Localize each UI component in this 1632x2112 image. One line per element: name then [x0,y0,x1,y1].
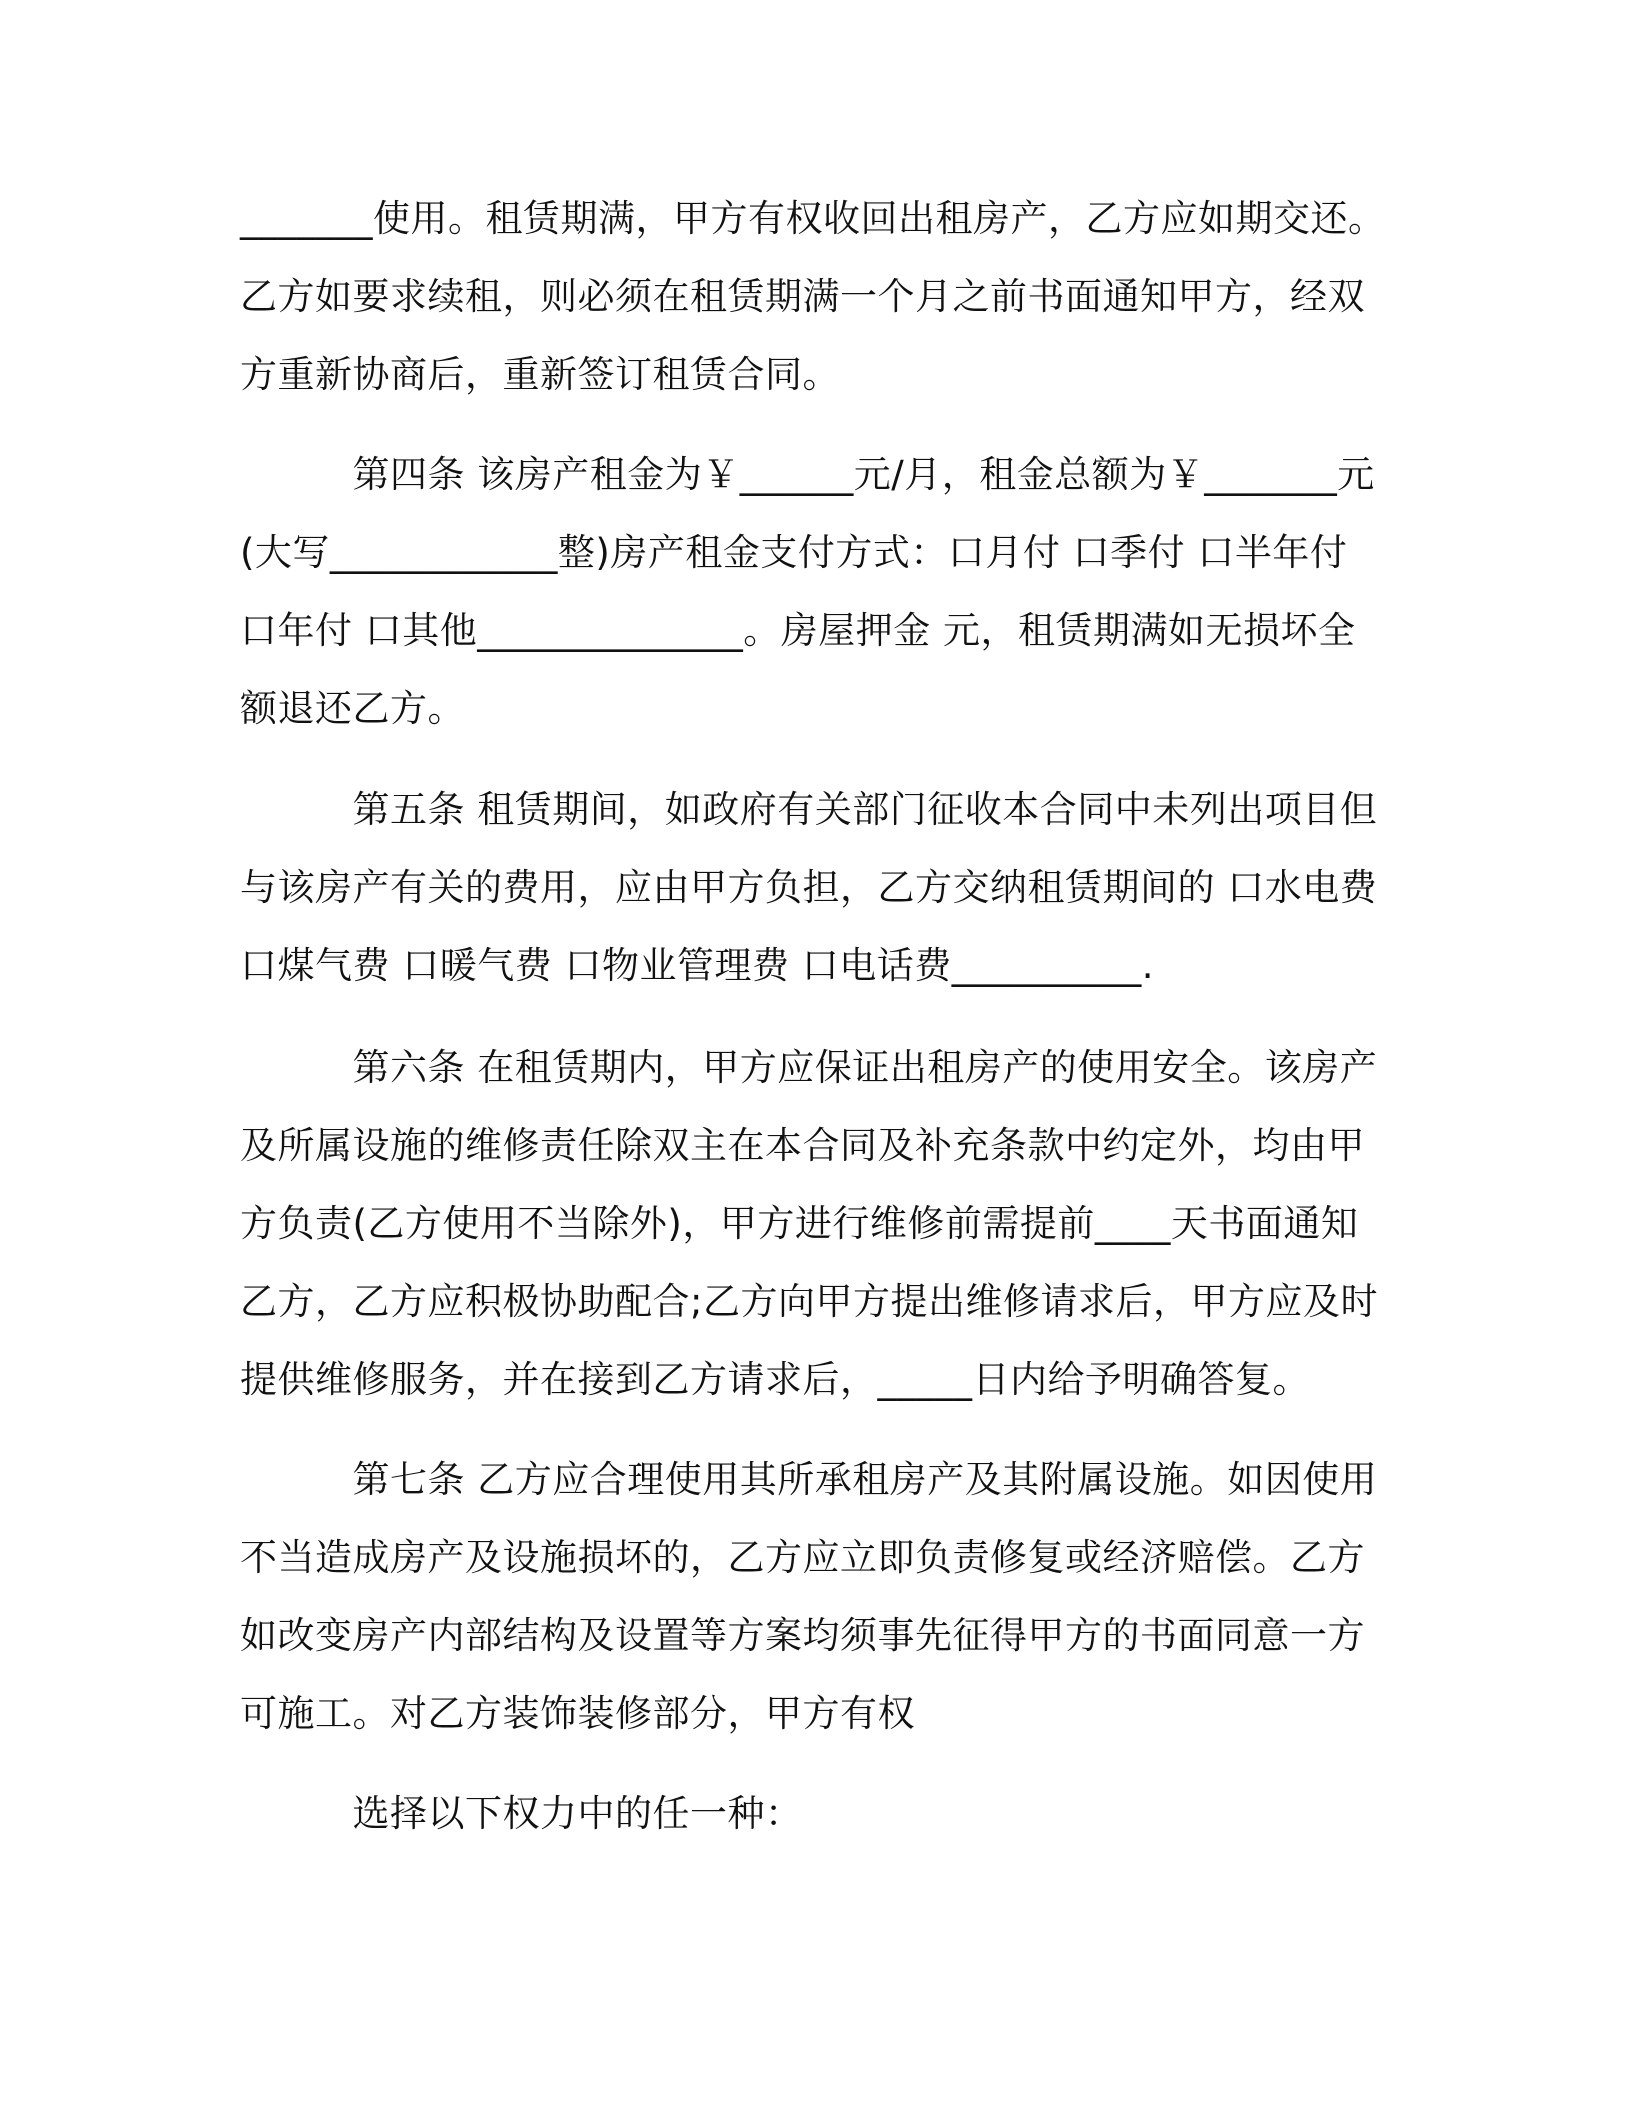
text-line: 口煤气费 口暖气费 口物业管理费 口电话费__________. [240,944,1155,987]
text-line: 乙方，乙方应积极协助配合;乙方向甲方提出维修请求后，甲方应及时 [240,1280,1378,1323]
paragraph-choice [240,1775,1380,1853]
text-line: 第四条 该房产租金为￥______元/月，租金总额为￥_______元 [240,453,1375,496]
text-line: 与该房产有关的费用，应由甲方负担，乙方交纳租赁期间的 口水电费 [240,866,1378,909]
text-line: 乙方如要求续租，则必须在租赁期满一个月之前书面通知甲方，经双 [240,275,1365,318]
text-line: 口年付 口其他______________。房屋押金 元，租赁期满如无损坏全 [240,609,1356,652]
paragraph-article-6 [240,1029,1380,1419]
text-line: (大写____________整)房产租金支付方式：口月付 口季付 口半年付 [240,531,1348,574]
text-line: 及所属设施的维修责任除双主在本合同及补充条款中约定外，均由甲 [240,1124,1365,1167]
text-line: _______使用。租赁期满，甲方有权收回出租房产，乙方应如期交还。 [240,197,1386,240]
paragraph-article-4 [240,436,1380,748]
text-line: 第七条 乙方应合理使用其所承租房产及其附属设施。如因使用 [240,1458,1378,1501]
text-line: 提供维修服务，并在接到乙方请求后，_____日内给予明确答复。 [240,1358,1310,1401]
text-line: 第六条 在租赁期内，甲方应保证出租房产的使用安全。该房产 [240,1046,1378,1089]
text-line: 方负责(乙方使用不当除外)，甲方进行维修前需提前____天书面通知 [240,1202,1359,1245]
paragraph-continuation [240,180,1386,414]
text-line: 可施工。对乙方装饰装修部分，甲方有权 [240,1692,915,1735]
text-line: 额退还乙方。 [240,687,465,730]
paragraph-article-5 [240,771,1380,1005]
text-line: 不当造成房产及设施损坏的，乙方应立即负责修复或经济赔偿。乙方 [240,1536,1365,1579]
paragraph-article-7 [240,1441,1380,1753]
text-line: 如改变房产内部结构及设置等方案均须事先征得甲方的书面同意一方 [240,1614,1365,1657]
text-line: 方重新协商后，重新签订租赁合同。 [240,353,840,396]
text-line: 第五条 租赁期间，如政府有关部门征收本合同中未列出项目但 [240,788,1378,831]
text-line: 选择以下权力中的任一种： [240,1792,803,1835]
